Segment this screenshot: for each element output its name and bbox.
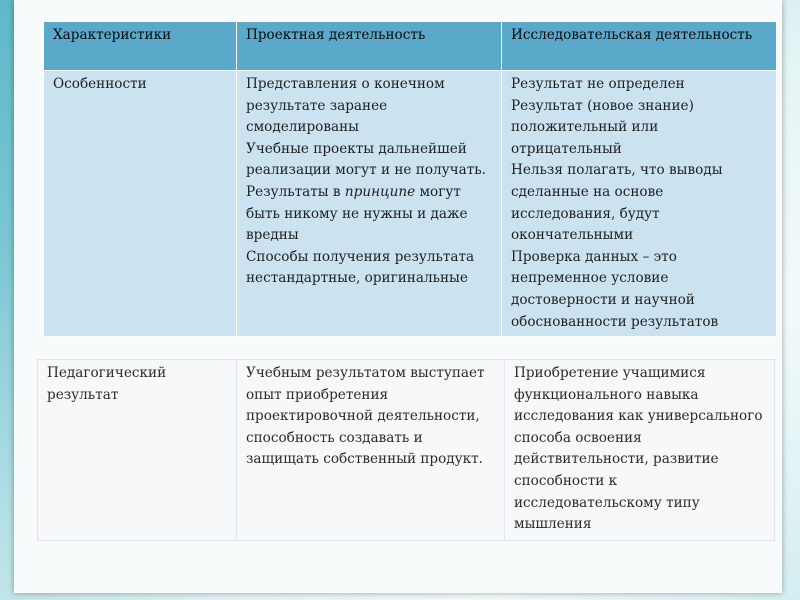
project-line: могут быть никому не нужны и даже вредны (246, 183, 468, 244)
comparison-table (43, 21, 777, 337)
research-result-cell: Приобретение учащимися функционального навыка исследования как универсального способа освоения действительности, развитие способности к исследовательскому типу мышления (505, 360, 775, 541)
header-research-activity: Исследовательская деятельность (502, 22, 777, 71)
research-features-cell (502, 71, 777, 337)
research-line: Результат не определен (511, 76, 685, 92)
table-header-row (44, 22, 777, 71)
project-features-cell (237, 71, 502, 337)
research-line: Проверка данных – это непременное условие достоверности и научной обоснованности результатов (511, 248, 719, 330)
project-line: Способы получения результата нестандартные, оригинальные (246, 248, 475, 287)
header-characteristics: Характеристики (44, 22, 237, 71)
table-row (44, 71, 777, 337)
row-label-pedagogical-result: Педагогический результат (38, 360, 237, 541)
project-line: Учебные проекты дальнейшей реализации могут и не получать. Результаты в (246, 140, 486, 200)
header-project-activity: Проектная деятельность (237, 22, 502, 71)
table-row (38, 360, 775, 541)
research-line: Нельзя полагать, что выводы сделанные на основе исследования, будут окончательными (511, 162, 723, 244)
project-line-emphasis: принципе (344, 183, 416, 200)
row-label-features: Особенности (44, 71, 237, 337)
result-table (37, 359, 775, 541)
project-line: Представления о конечном результате заранее смоделированы (246, 76, 445, 136)
project-result-cell: Учебным результатом выступает опыт приобретения проектировочной деятельности, способность создавать и защищать собственный продукт. (237, 360, 505, 541)
research-line: Результат (новое знание) положительный или отрицательный (511, 97, 694, 157)
